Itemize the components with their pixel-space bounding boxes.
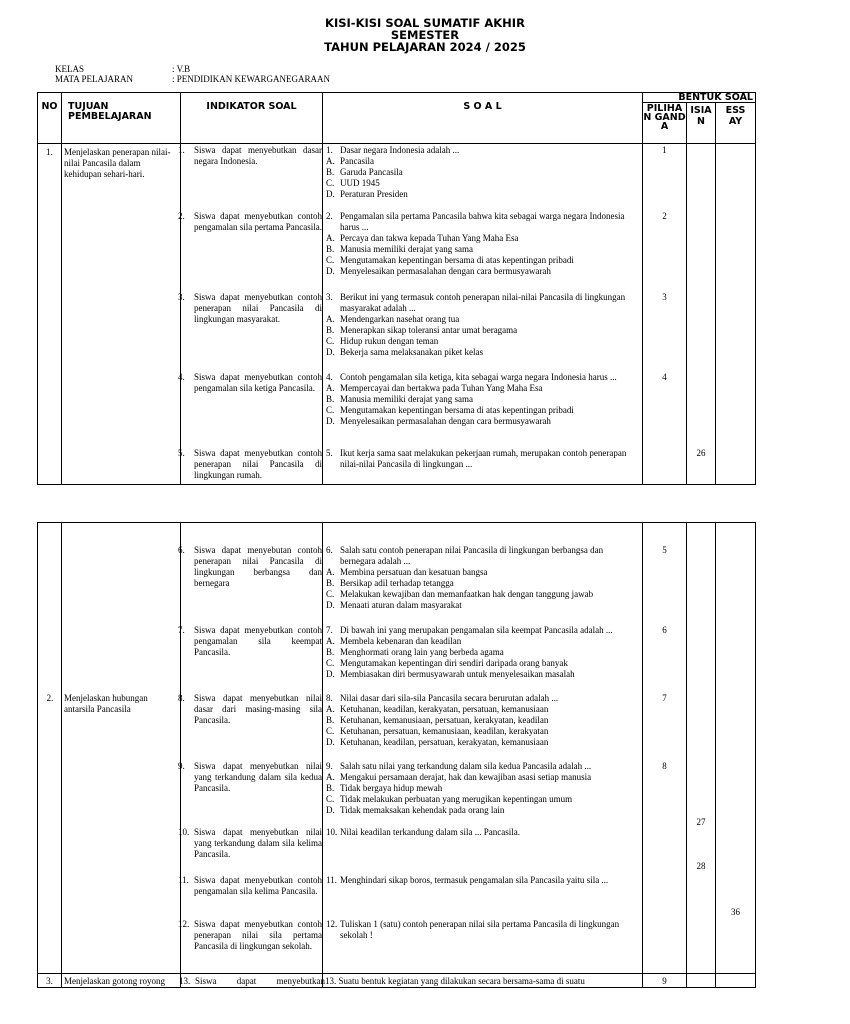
header-bentuk-soal (643, 93, 756, 103)
item-8-soal-number: 8. (326, 693, 333, 703)
option-letter: D. (326, 416, 335, 426)
kelas-value: : V.B (172, 64, 191, 74)
option-a (326, 704, 638, 715)
item-5-soal-block (326, 448, 638, 470)
item-8-indikator: Siswa dapat menyebutkan nilai dasar dari masing-masing sila Pancasila. (194, 693, 322, 725)
item-11-indikator: Siswa dapat menyebutkan contoh pengamalan sila kelima Pancasila. (194, 875, 322, 896)
option-b (326, 167, 638, 178)
item-7-number: 7. (178, 625, 185, 635)
option-d (326, 266, 638, 277)
option-letter: C. (326, 589, 335, 599)
option-a (326, 314, 638, 325)
item-4-soal-text: Contoh pengamalan sila ketiga, kita sebagai warga negara Indonesia harus ... (340, 372, 617, 382)
option-b (326, 244, 638, 255)
kelas-row (55, 64, 190, 74)
item-11-soal-number: 11. (326, 875, 337, 885)
option-a (326, 567, 638, 578)
header-soal (323, 93, 643, 144)
header-essay-label: ESSAY (725, 105, 746, 127)
option-text: Mengutamakan kepentingan bersama di atas kepentingan pribadi (340, 405, 574, 415)
item-2-number: 2. (178, 211, 185, 221)
option-text: Menghormati orang lain yang berbeda agama (340, 647, 504, 657)
option-c (326, 658, 638, 669)
option-letter: A. (326, 156, 335, 166)
pg-number: 7 (662, 693, 667, 703)
essay-row-13 (716, 974, 756, 988)
option-text: Percaya dan takwa kepada Tuhan Yang Maha Esa (340, 233, 519, 243)
item-6-soal-text: Salah satu contoh penerapan nilai Pancasila di lingkungan berbangsa dan bernegara adalah ... (340, 545, 604, 566)
option-letter: A. (326, 636, 335, 646)
option-text: Membina persatuan dan kesatuan bangsa (340, 567, 488, 577)
group-1-no: 1. (38, 144, 62, 485)
option-text: Melakukan kewajiban dan memanfaatkan hak dengan tanggung jawab (340, 589, 594, 599)
option-letter: C. (326, 794, 335, 804)
option-text: Pancasila (340, 156, 374, 166)
option-letter: A. (326, 233, 335, 243)
item-3-number: 3. (178, 292, 185, 302)
option-letter: C. (326, 726, 335, 736)
option-b (326, 325, 638, 336)
header-tujuan-label: TUJUAN PEMBELAJARAN (68, 101, 152, 122)
option-a (326, 156, 638, 167)
pg-number: 6 (662, 625, 667, 635)
item-10-number: 10. (178, 827, 190, 837)
item-10-soal-number: 10. (326, 827, 338, 837)
header-pg-label: PILIHAN GANDA (643, 103, 686, 132)
indikator-row-13 (181, 974, 323, 988)
header-indikator-label: INDIKATOR SOAL (206, 101, 297, 112)
item-10-soal-text: Nilai keadilan terkandung dalam sila ... Pancasila. (340, 827, 520, 837)
header-pg (643, 103, 687, 144)
option-letter: C. (326, 405, 335, 415)
mapel-row (55, 74, 330, 84)
option-b (326, 715, 638, 726)
essay-number: 36 (731, 907, 740, 917)
no-column-2 (38, 523, 62, 974)
indikator-column-2 (178, 523, 323, 974)
option-text: Mengutamakan kepentingan diri sendiri daripada orang banyak (340, 658, 568, 668)
option-text: Tidak bergaya hidup mewah (340, 783, 443, 793)
item-7-indikator: Siswa dapat menyebutkan contoh pengamalan sila keempat Pancasila. (194, 625, 322, 657)
header-essay (716, 103, 756, 144)
option-text: Menyelesaikan permasalahan dengan cara bermusyawarah (340, 416, 551, 426)
pg-number: 1 (662, 145, 667, 155)
group-2-tujuan: Menjelaskan hubungan antarsila Pancasila (64, 693, 148, 714)
mapel-value: : PENDIDIKAN KEWARGANEGARAAN (172, 74, 330, 84)
option-text: Mengakui persamaan derajat, hak dan kewajiban asasi setiap manusia (340, 772, 592, 782)
item-3-soal-number: 3. (326, 292, 333, 302)
option-text: Manusia memiliki derajat yang sama (340, 244, 473, 254)
option-letter: B. (326, 167, 335, 177)
item-3-soal-block (326, 292, 638, 358)
item-13-soal-number: 13. (325, 976, 337, 986)
option-letter: C. (326, 658, 335, 668)
header-soal-label: S O A L (463, 101, 502, 112)
option-text: Mengutamakan kepentingan bersama di atas kepentingan pribadi (340, 255, 574, 265)
item-12-soal-block (326, 919, 638, 941)
item-9-soal-text: Salah satu nilai yang terkandung dalam sila kedua Pancasila adalah ... (340, 761, 592, 771)
item-7-soal-text: Di bawah ini yang merupakan pengamalan sila keempat Pancasila adalah ... (340, 625, 613, 635)
option-text: Menaati aturan dalam masyarakat (340, 600, 462, 610)
option-text: Ketuhanan, kemanusiaan, persatuan, kerakyatan, keadilan (340, 715, 549, 725)
option-letter: C. (326, 336, 335, 346)
option-a (326, 383, 638, 394)
item-13-soal: Suatu bentuk kegiatan yang dilakukan secara bersama-sama di suatu (338, 976, 585, 986)
option-text: Bekerja sama melaksanakan piket kelas (340, 347, 483, 357)
item-1-number: 1. (178, 145, 185, 155)
item-4-number: 4. (178, 372, 185, 382)
pg-column-2 (643, 523, 687, 974)
item-10-indikator: Siswa dapat menyebutkan nilai yang terkandung dalam sila kelima Pancasila. (194, 827, 322, 859)
option-text: Ketuhanan, keadilan, kerakyatan, persatuan, kemanusiaan (340, 704, 549, 714)
isian-number: 28 (696, 861, 706, 871)
option-letter: A. (326, 383, 335, 393)
header-isian (687, 103, 716, 144)
pg-number: 8 (662, 761, 667, 771)
pg-column-1 (643, 144, 687, 485)
option-text: Menerapkan sikap toleransi antar umat beragama (340, 325, 518, 335)
option-b (326, 578, 638, 589)
isian-column-2 (687, 523, 716, 974)
option-letter: D. (326, 737, 335, 747)
item-9-soal-number: 9. (326, 761, 333, 771)
item-2-soal-text: Pengamalan sila pertama Pancasila bahwa kita sebagai warga negara Indonesia harus ... (340, 211, 625, 232)
option-text: Membiasakan diri bermusyawarah untuk menyelesaikan masalah (340, 669, 575, 679)
option-letter: B. (326, 244, 335, 254)
option-text: Ketuhanan, persatuan, kemanusiaan, keadilan, kerakyatan (340, 726, 549, 736)
option-letter: A. (326, 567, 335, 577)
option-text: Mendengarkan nasehat orang tua (340, 314, 460, 324)
kisi-table-part-1 (37, 92, 756, 485)
isian-row-13 (687, 974, 716, 988)
doc-title-line-3: TAHUN PELAJARAN 2024 / 2025 (324, 40, 526, 54)
option-text: Membela kebenaran dan keadilan (340, 636, 462, 646)
header-isian-label: ISIAN (690, 105, 712, 127)
group-3-tujuan: Menjelaskan gotong royong (62, 974, 181, 988)
option-d (326, 737, 638, 748)
option-letter: A. (326, 772, 335, 782)
option-c (326, 589, 638, 600)
item-5-indikator: Siswa dapat menyebutkan contoh penerapan nilai Pancasila di lingkungan rumah. (194, 448, 322, 480)
option-letter: B. (326, 715, 335, 725)
doc-title-line-2: SEMESTER (390, 28, 460, 42)
group-3-no: 3. (38, 974, 62, 988)
option-letter: D. (326, 600, 335, 610)
option-text: Garuda Pancasila (340, 167, 403, 177)
group-2-no: 2. (46, 693, 54, 703)
option-letter: A. (326, 704, 335, 714)
option-letter: B. (326, 325, 335, 335)
item-1-indikator: Siswa dapat menyebutkan dasar negara Indonesia. (194, 145, 322, 166)
header-tujuan (62, 93, 181, 144)
option-c (326, 178, 638, 189)
item-4-soal-block (326, 372, 638, 427)
group-1-tujuan: Menjelaskan penerapan nilai-nilai Pancasila dalam kehidupan sehari-hari. (62, 144, 181, 485)
header-bentuk-label: BENTUK SOAL (678, 92, 753, 103)
option-text: Tidak memaksakan kehendak pada orang lain (340, 805, 505, 815)
option-b (326, 394, 638, 405)
item-12-indikator: Siswa dapat menyebutkan contoh penerapan nilai sila pertama Pancasila di lingkungan sekolah. (194, 919, 322, 951)
option-a (326, 233, 638, 244)
item-8-soal-block (326, 693, 638, 748)
option-text: UUD 1945 (340, 178, 380, 188)
item-3-indikator: Siswa dapat menyebutkan contoh penerapan nilai Pancasila di lingkungan masyarakat. (194, 292, 322, 324)
soal-row-13 (323, 974, 643, 988)
item-2-soal-number: 2. (326, 211, 333, 221)
option-c (326, 336, 638, 347)
isian-number: 26 (696, 448, 706, 458)
item-2-soal-block (326, 211, 638, 277)
kelas-label: KELAS (55, 64, 84, 74)
item-6-soal-number: 6. (326, 545, 333, 555)
option-text: Peraturan Presiden (340, 189, 408, 199)
item-10-soal-block (326, 827, 638, 838)
item-2-indikator: Siswa dapat menyebutkan contoh pengamalan sila pertama Pancasila. (194, 211, 322, 232)
option-text: Mempercayai dan bertakwa pada Tuhan Yang Maha Esa (340, 383, 543, 393)
essay-column-1 (716, 144, 756, 485)
pg-number: 3 (662, 292, 667, 302)
header-no-label: NO (41, 101, 58, 112)
option-c (326, 794, 638, 805)
item-5-soal-text: Ikut kerja sama saat melakukan pekerjaan rumah, merupakan contoh penerapan nilai-nilai Pancasila di lingkungan ... (340, 448, 627, 469)
item-4-soal-number: 4. (326, 372, 333, 382)
option-text: Menyelesaikan permasalahan dengan cara bermusyawarah (340, 266, 551, 276)
option-letter: D. (326, 669, 335, 679)
pg-row-13: 9 (643, 974, 687, 988)
item-6-number: 6. (178, 545, 185, 555)
option-letter: A. (326, 314, 335, 324)
item-9-number: 9. (178, 761, 185, 771)
option-a (326, 772, 638, 783)
doc-title-line-1: KISI-KISI SOAL SUMATIF AKHIR (325, 16, 525, 30)
option-b (326, 783, 638, 794)
isian-column-1 (687, 144, 716, 485)
option-b (326, 647, 638, 658)
item-1-soal-block (326, 145, 638, 200)
item-3-soal-text: Berikut ini yang termasuk contoh penerapan nilai-nilai Pancasila di lingkungan masyarakat adalah ... (340, 292, 626, 313)
item-4-indikator: Siswa dapat menyebutkan contoh pengamalan sila ketiga Pancasila. (194, 372, 322, 393)
option-d (326, 189, 638, 200)
option-c (326, 405, 638, 416)
item-5-number: 5. (178, 448, 185, 458)
option-letter: B. (326, 578, 335, 588)
option-d (326, 805, 638, 816)
item-13-indikator: Siswa dapat menyebutkan (195, 976, 325, 986)
option-letter: B. (326, 783, 335, 793)
pg-number: 4 (662, 372, 667, 382)
header-indikator (181, 93, 323, 144)
indikator-column-1 (178, 144, 323, 485)
item-12-number: 12. (178, 919, 190, 929)
item-11-soal-text: Menghindari sikap boros, termasuk pengamalan sila Pancasila yaitu sila ... (340, 875, 609, 885)
option-text: Bersikap adil terhadap tetangga (340, 578, 454, 588)
item-6-soal-block (326, 545, 638, 611)
option-letter: B. (326, 647, 335, 657)
item-1-soal-number: 1. (326, 145, 333, 155)
option-letter: D. (326, 189, 335, 199)
item-7-soal-number: 7. (326, 625, 333, 635)
item-8-number: 8. (178, 693, 185, 703)
option-letter: C. (326, 178, 335, 188)
option-letter: C. (326, 255, 335, 265)
essay-column-2 (716, 523, 756, 974)
soal-column-1 (323, 144, 643, 485)
header-no (38, 93, 62, 144)
option-c (326, 255, 638, 266)
option-text: Hidup rukun dengan teman (340, 336, 439, 346)
option-text: Tidak melakukan perbuatan yang merugikan kepentingan umum (340, 794, 573, 804)
option-d (326, 669, 638, 680)
pg-number: 5 (662, 545, 667, 555)
item-12-soal-number: 12. (326, 919, 338, 929)
option-a (326, 636, 638, 647)
option-text: Manusia memiliki derajat yang sama (340, 394, 473, 404)
item-7-soal-block (326, 625, 638, 680)
item-5-soal-number: 5. (326, 448, 333, 458)
item-11-number: 11. (178, 875, 189, 885)
item-9-soal-block (326, 761, 638, 816)
item-1-soal-text: Dasar negara Indonesia adalah ... (340, 145, 460, 155)
option-d (326, 347, 638, 358)
mapel-label: MATA PELAJARAN (55, 74, 134, 84)
option-letter: B. (326, 394, 335, 404)
soal-column-2 (323, 523, 643, 974)
option-d (326, 416, 638, 427)
item-8-soal-text: Nilai dasar dari sila-sila Pancasila secara berurutan adalah ... (340, 693, 559, 703)
kisi-table-part-2 (37, 522, 756, 988)
isian-number: 27 (696, 817, 706, 827)
tujuan-column-2 (62, 523, 181, 974)
item-6-indikator: Siswa dapat menyebutan contoh penerapan nilai Pancasila di lingkungan berbangsa dan bernegara (194, 545, 322, 588)
item-11-soal-block (326, 875, 638, 886)
option-text: Ketuhanan, keadilan, persatuan, kerakyatan, kemanusiaan (340, 737, 549, 747)
item-13-number: 13. (179, 976, 191, 986)
pg-number: 2 (662, 211, 667, 221)
option-letter: D. (326, 266, 335, 276)
option-c (326, 726, 638, 737)
option-letter: D. (326, 805, 335, 815)
option-d (326, 600, 638, 611)
item-9-indikator: Siswa dapat menyebutkan nilai yang terkandung dalam sila kedua Pancasila. (194, 761, 322, 793)
item-12-soal-text: Tuliskan 1 (satu) contoh penerapan nilai sila pertama Pancasila di lingkungan sekolah ! (340, 919, 620, 940)
option-letter: D. (326, 347, 335, 357)
